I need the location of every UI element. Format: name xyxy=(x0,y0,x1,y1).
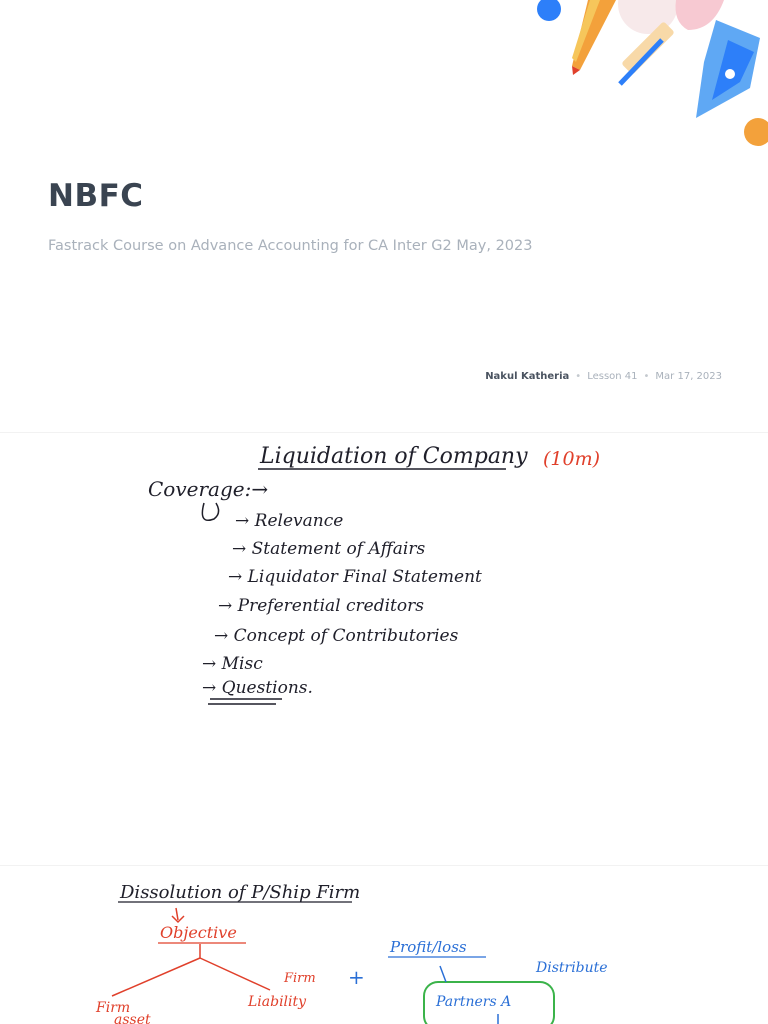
course-title: NBFC xyxy=(48,178,144,214)
title-slide xyxy=(0,0,768,432)
distribute-label: Distribute xyxy=(536,960,608,976)
plus-sign: + xyxy=(348,965,365,989)
handwriting-canvas xyxy=(0,433,768,865)
stationery-illustration-icon xyxy=(528,0,768,150)
note-heading-tag: (10m) xyxy=(543,448,601,470)
arrow-down-icon xyxy=(172,908,184,922)
firm-label: Firm xyxy=(284,971,316,986)
arrow-down-icon xyxy=(440,966,446,982)
coverage-item: → Preferential creditors xyxy=(218,596,424,616)
liability-label: Liability xyxy=(248,994,307,1010)
note-heading: Liquidation of Company xyxy=(260,444,528,469)
handwritten-note-page xyxy=(0,866,768,1024)
lesson-number: Lesson 41 xyxy=(587,371,638,382)
course-subtitle: Fastrack Course on Advance Accounting for CA Inter G2 May, 2023 xyxy=(48,238,533,254)
meta-separator: • xyxy=(575,371,582,382)
branch-arrows xyxy=(112,958,270,996)
handwriting-canvas xyxy=(0,866,768,1024)
lesson-date: Mar 17, 2023 xyxy=(655,371,722,382)
profit-loss-label: Profit/loss xyxy=(390,938,467,956)
coverage-item: → Statement of Affairs xyxy=(232,539,426,559)
coverage-label: Coverage:→ xyxy=(148,477,269,501)
coverage-item: → Concept of Contributories xyxy=(214,626,459,646)
coverage-hook xyxy=(202,503,218,520)
coverage-item: → Relevance xyxy=(235,511,344,531)
author-name[interactable]: Nakul Katheria xyxy=(485,371,570,382)
note-heading: Dissolution of P/Ship Firm xyxy=(120,882,361,903)
asset-label: asset xyxy=(114,1012,151,1024)
lesson-meta xyxy=(485,371,722,382)
meta-separator: • xyxy=(643,371,650,382)
firm-label: Firm xyxy=(96,1000,131,1016)
coverage-item: → Misc xyxy=(202,654,263,674)
coverage-item: → Questions. xyxy=(202,678,313,698)
partners-label: Partners A xyxy=(436,994,512,1010)
handwritten-note-page xyxy=(0,433,768,865)
objective-label: Objective xyxy=(160,923,237,942)
coverage-item: → Liquidator Final Statement xyxy=(228,567,482,587)
